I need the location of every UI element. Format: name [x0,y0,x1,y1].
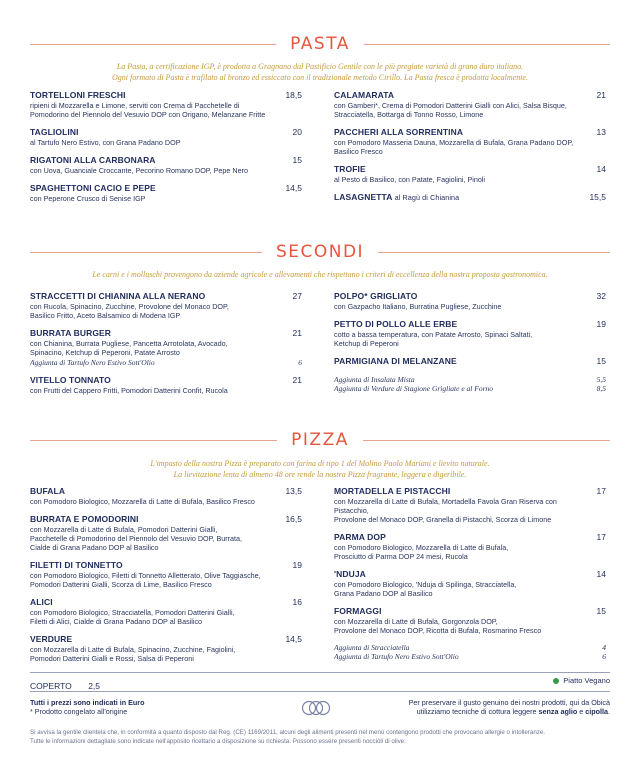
addons-block [334,375,606,393]
dish-name-text: ALICI [30,597,53,607]
dish-name-text: VITELLO TONNATO [30,375,111,385]
dish-name [30,597,302,608]
dish-name-text: PARMA DOP [334,532,386,542]
secondi-right-column [334,291,606,393]
dish-name-text: MORTADELLA E PISTACCHI [334,486,451,496]
dish-description: cotto a bassa temperatura, con Patate Arrosto, Spinaci Saltati, [334,330,533,339]
gusto-bold: cipolla [585,707,608,716]
vegan-dot-icon [553,678,559,684]
secondi-intro [30,269,610,280]
logo-icon [300,700,332,721]
dish-description: con Mozzarella di Latte di Bufala, Pomodori Datterini Gialli, [30,525,218,534]
addon-text: Aggiunta di Verdure di Stagione Grigliate e al Forno [334,384,494,393]
menu-item [30,127,302,147]
dish-name [30,486,302,497]
footer-divider-bottom [30,691,610,692]
dish-price: 17 [596,532,606,542]
addon-text: Aggiunta di Insalata Mista [334,375,415,384]
gusto-text: utilizziamo tecniche di cottura leggere [416,707,539,716]
dish-name [30,291,302,302]
dish-description: Provolone del Monaco DOP, Granella di Pistacchi, Scorza di Limone [334,515,552,524]
menu-item [30,328,302,367]
dish-inline-desc: al Ragù di Chianina [394,193,460,202]
dish-name [334,606,606,617]
dish-name-text: 'NDUJA [334,569,366,579]
dish-description: con Pomodoro Biologico, 'Nduja di Spilinga, Stracciatella, [334,580,517,589]
addon-price: 6 [602,652,606,661]
divider [378,252,610,253]
dish-price: 14 [596,164,606,174]
dish-name-text: FILETTI DI TONNETTO [30,560,123,570]
dish-price: 17 [596,486,606,496]
pizza-intro-line: L'impasto della nostra Pizza è preparato con farina di tipo 1 del Molino Paolo Mariani e lievito naturale. [150,459,490,468]
dish-description: con Mozzarella di Latte di Bufala, Mortadella Favola Gran Riserva con Pistacchio, [334,497,557,515]
pasta-title: PASTA [290,34,350,54]
dish-price: 14 [596,569,606,579]
dish-name-text: SPAGHETTONI CACIO E PEPE [30,183,156,193]
menu-item [334,356,606,367]
dish-price: 18,5 [285,90,302,100]
gusto-text: e [577,707,586,716]
dish-name-text: CALAMARATA [334,90,395,100]
dish-name-text: POLPO* GRIGLIATO [334,291,418,301]
dish-description: Pomodori Datterini Gialli e Rossi, Salsa di Peperoni [30,654,194,663]
dish-name [30,127,302,138]
dish-price: 16 [292,597,302,607]
dish-description: Filetti di Alici, Cialde di Grana Padano DOP al Basilico [30,617,203,626]
dish-price: 15 [292,155,302,165]
dish-price: 16,5 [285,514,302,524]
dish-name-text: BUFALA [30,486,66,496]
dish-description: al Tartufo Nero Estivo, con Grana Padano DOP [30,138,181,147]
dish-name [334,356,606,367]
dish-description: Basilico Fritto, Aceto Balsamico di Modena IGP [30,311,181,320]
addon-text: Aggiunta di Tartufo Nero Estivo Sott'Olio [30,358,155,367]
addon-row [334,384,606,393]
dish-description: Basilico Fresco [334,147,383,156]
dish-name [334,569,606,580]
prices-note: Tutti i prezzi sono indicati in Euro [30,698,145,707]
pizza-intro [30,458,610,480]
dish-description: Ketchup di Peperoni [334,339,399,348]
dish-description: con Rucola, Spinacino, Zucchine, Provolone del Monaco DOP, [30,302,229,311]
menu-item [334,90,606,119]
dish-name [30,183,302,194]
dish-description: Spinacino, Ketchup di Peperoni, Patate Arrosto [30,348,180,357]
vegan-legend-label: Piatto Vegano [563,676,610,685]
divider [30,440,277,441]
menu-item [334,192,606,203]
dish-price: 27 [292,291,302,301]
dish-description: con Pomodoro Biologico, Filetti di Tonnetto Alletterato, Olive Taggiasche, [30,571,261,580]
menu-item [334,532,606,561]
dish-name-text: BURRATA BURGER [30,328,112,338]
pasta-intro-line: La Pasta, a certificazione IGP, è prodotta a Gragnano dal Pastificio Gentile con le più pregiate varietà di grano duro italiano. [116,62,524,71]
pizza-intro-line: La lievitazione lenta di almeno 48 ore rende la nostra Pizza fragrante, leggera e digeribile. [173,470,467,479]
divider [30,252,262,253]
dish-price: 21 [292,375,302,385]
dish-name-text: BURRATA E POMODORINI [30,514,139,524]
divider [364,44,610,45]
dish-name [30,90,302,101]
dish-description: Prosciutto di Parma DOP 24 mesi, Rucola [334,552,468,561]
secondi-section-header [30,242,610,262]
pizza-left-column [30,486,302,671]
footer-divider-top [30,672,610,673]
coperto-row [30,676,610,690]
dish-name-text: STRACCETTI DI CHIANINA ALLA NERANO [30,291,206,301]
dish-price: 14,5 [285,183,302,193]
dish-description: con Pomodoro Biologico, Mozzarella di Latte di Bufala, [334,543,509,552]
dish-description: con Gazpacho Italiano, Burratina Pugliese, Zucchine [334,302,502,311]
dish-name [30,375,302,386]
dish-description: con Mozzarella di Latte di Bufala, Gorgonzola DOP, [334,617,498,626]
menu-item [30,597,302,626]
pasta-section-header [30,34,610,54]
dish-price: 15 [596,356,606,366]
dish-name [30,328,302,339]
secondi-title: SECONDI [275,242,365,262]
addon-row [334,643,606,652]
dish-description: con Peperone Crusco di Senise IGP [30,194,146,203]
legal-note [30,728,610,746]
addon-text: Aggiunta di Tartufo Nero Estivo Sott'Olio [334,652,459,661]
gusto-line: Per preservare il gusto genuino dei nostri prodotti, qui da Obicà [408,698,610,707]
dish-name-text: VERDURE [30,634,73,644]
pasta-intro-line: Ogni formato di Pasta è trafilato al bronzo ed essiccato con il tradizionale metodo Cirillo. La Pasta fresca è prodotta localmente. [112,73,528,82]
dish-name [334,291,606,302]
dish-description: con Pomodoro Masseria Dauna, Mozzarella di Bufala, Grana Padano DOP, [334,138,574,147]
pasta-left-column [30,90,302,211]
dish-name [30,560,302,571]
pizza-section-header [30,430,610,450]
menu-item [30,486,302,506]
dish-price: 21 [292,328,302,338]
addon-price: 6 [298,358,302,367]
dish-name [334,192,606,203]
menu-item [30,514,302,552]
pasta-right-column [334,90,606,211]
dish-name-text: PACCHERI ALLA SORRENTINA [334,127,464,137]
dish-name [334,319,606,330]
dish-name-text: LASAGNETTA [334,192,393,202]
dish-description: Grana Padano DOP al Basilico [334,589,433,598]
dish-price: 20 [292,127,302,137]
vegan-legend [553,676,610,685]
addon-text: Aggiunta di Stracciatella [334,643,410,652]
dish-name [334,90,606,101]
addon-price: 5,5 [596,375,606,384]
menu-item [30,291,302,320]
menu-item [334,127,606,156]
dish-description: con Pomodoro Biologico, Mozzarella di Latte di Bufala, Basilico Fresco [30,497,255,506]
addon-row [334,375,606,384]
dish-description: Provolone del Monaco DOP, Ricotta di Bufala, Rosmarino Fresco [334,626,542,635]
gusto-line [409,707,610,716]
dish-name [334,127,606,138]
dish-price: 32 [596,291,606,301]
pasta-intro [30,61,610,83]
dish-name [334,486,606,497]
addon-price: 8,5 [596,384,606,393]
pizza-right-column [334,486,606,661]
menu-item [30,155,302,175]
menu-item [334,486,606,524]
dish-name [30,514,302,525]
coperto-label: COPERTO [30,681,72,691]
pizza-title: PIZZA [291,430,349,450]
menu-item [334,291,606,311]
dish-description: con Pomodoro Biologico, Stracciatella, Pomodori Datterini Gialli, [30,608,235,617]
dish-price: 15 [596,606,606,616]
menu-item [334,164,606,184]
dish-price: 13,5 [285,486,302,496]
dish-description: con Chianina, Burrata Pugliese, Pancetta Arrotolata, Avocado, [30,339,228,348]
dish-description: Pacchetelle di Pomodorino del Piennolo del Vesuvio DOP, Burrata, [30,534,243,543]
menu-item [30,375,302,395]
dish-name-text: FORMAGGI [334,606,382,616]
secondi-left-column [30,291,302,403]
dish-price: 19 [292,560,302,570]
menu-item [334,606,606,635]
menu-item [30,90,302,119]
gusto-note [409,698,610,716]
dish-description: al Pesto di Basilico, con Patate, Fagiolini, Pinoli [334,175,486,184]
coperto-price: 2,5 [88,681,101,691]
addon-row [334,652,606,661]
dish-description: con Uova, Guanciale Croccante, Pecorino Romano DOP, Pepe Nero [30,166,249,175]
menu-item [30,183,302,203]
legal-line: Tutte le informazioni dettagliate sono indicate nell'apposito ricettario a disposizione su richiesta. Possono essere presenti nocciòli di olive. [30,738,406,745]
notes-row [30,698,610,722]
dish-description: Pomodorino del Piennolo del Vesuvio DOP con Origano, Melanzane Fritte [30,110,266,119]
menu-item [334,319,606,348]
secondi-intro-line: Le carni e i molluschi provengono da aziende agricole e allevamenti che rispettano i criteri di eccellenza della nostra proposta gastronomica. [92,270,548,279]
gusto-bold: senza aglio [538,707,578,716]
dish-price: 19 [596,319,606,329]
dish-name-text: PETTO DI POLLO ALLE ERBE [334,319,458,329]
dish-name-text: PARMIGIANA DI MELANZANE [334,356,457,366]
dish-name [30,155,302,166]
dish-price: 15,5 [589,192,606,202]
frozen-note: * Prodotto congelato all'origine [30,707,128,716]
dish-price: 13 [596,127,606,137]
dish-description: Stracciatella, Bottarga di Tonno Rosso, Limone [334,110,484,119]
dish-description: ripieni di Mozzarella e Limone, serviti con Crema di Pacchetelle di [30,101,240,110]
menu-item [30,560,302,589]
menu-item [334,569,606,598]
divider [30,44,276,45]
dish-name [30,634,302,645]
dish-description: con Mozzarella di Latte di Bufala, Spinacino, Zucchine, Fagiolini, [30,645,236,654]
dish-price: 21 [596,90,606,100]
dish-name-text: RIGATONI ALLA CARBONARA [30,155,156,165]
dish-name [334,532,606,543]
dish-description: con Frutti del Cappero Fritti, Pomodori Datterini Confit, Rucola [30,386,228,395]
dish-description: Pomodori Datterini Gialli, Scorza di Lime, Basilico Fresco [30,580,212,589]
dish-price: 14,5 [285,634,302,644]
dish-name-text: TAGLIOLINI [30,127,79,137]
addon-row [30,358,302,367]
addon-price: 4 [602,643,606,652]
addons-block [334,643,606,661]
dish-description: Cialde di Grana Padano DOP al Basilico [30,543,159,552]
gusto-text: . [608,707,610,716]
legal-line: Si avvisa la gentile clientela che, in conformità a quanto disposto dal Reg. (CE) 1169/2011, alcuni degli alimenti presenti nel menù contengono prodotti che provocano allergie o intolleranze. [30,729,546,736]
dish-name [334,164,606,175]
dish-name-text: TORTELLONI FRESCHI [30,90,126,100]
menu-item [30,634,302,663]
dish-name-text: TROFIE [334,164,366,174]
divider [363,440,610,441]
dish-description: con Gamberi*, Crema di Pomodori Datterini Gialli con Alici, Salsa Bisque, [334,101,567,110]
